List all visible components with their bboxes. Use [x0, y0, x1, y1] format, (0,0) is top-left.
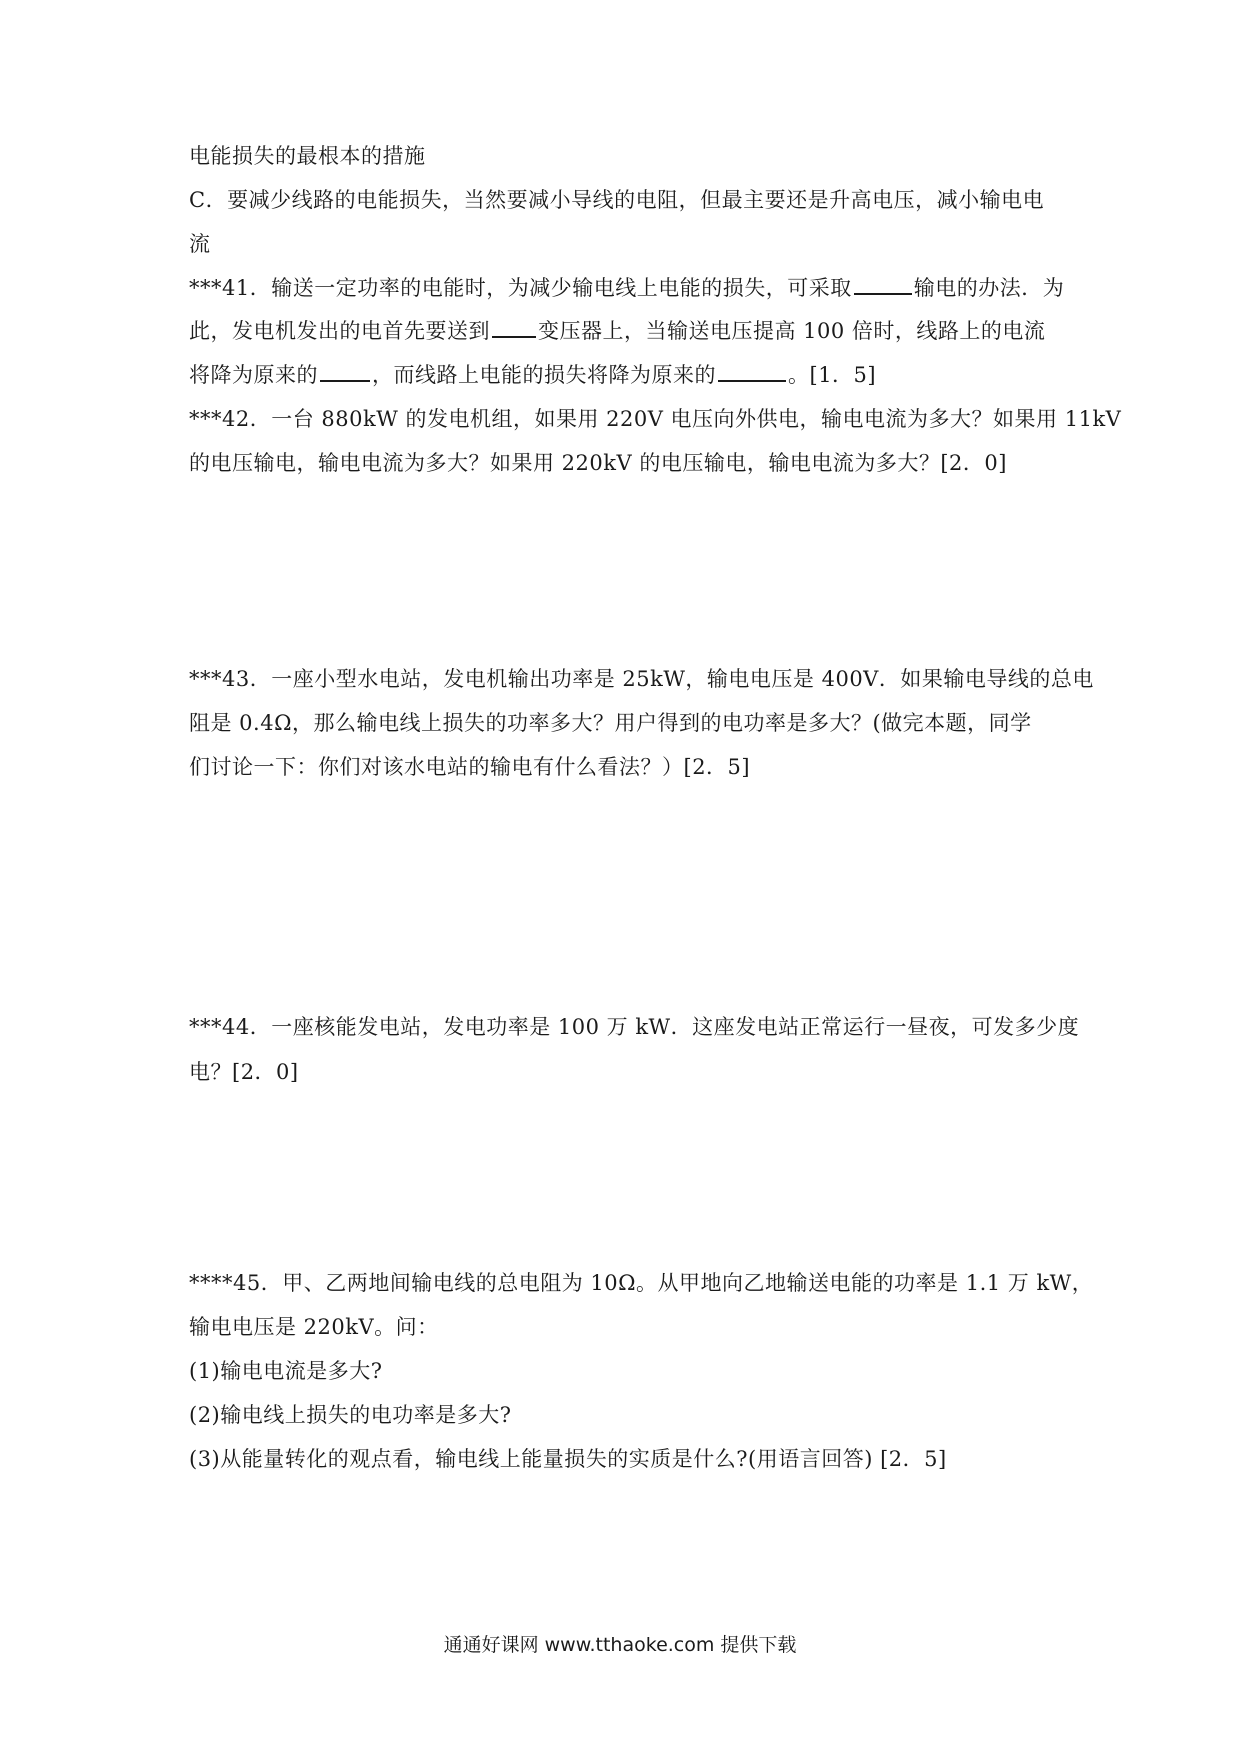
option-c: C．要减少线路的电能损失，当然要减小导线的电阻，但最主要还是升高电压，减小输电电	[189, 188, 1045, 212]
question-45-line-1: ****45．甲、乙两地间输电线的总电阻为 10Ω。从甲地向乙地输送电能的功率是 1.1 万 kW，	[189, 1271, 1094, 1295]
question-44-line-1: ***44．一座核能发电站，发电功率是 100 万 kW．这座发电站正常运行一昼夜，可发多少度	[189, 1015, 1080, 1039]
text-segment: 输电的办法．为	[913, 276, 1065, 300]
question-45-part-1: (1)输电电流是多大?	[189, 1359, 383, 1383]
text-segment: ，而线路上电能的损失将降为原来的	[372, 363, 716, 387]
question-43-line-2: 阻是 0.4Ω，那么输电线上损失的功率多大？用户得到的电功率是多大？(做完本题，同学	[189, 711, 1032, 735]
answer-blank	[320, 360, 370, 382]
question-42-line-1: ***42．一台 880kW 的发电机组，如果用 220V 电压向外供电，输电电流为多大？如果用 11kV	[189, 407, 1122, 431]
text-segment: ***41．输送一定功率的电能时，为减少输电线上电能的损失，可采取	[189, 276, 852, 300]
text-segment: 变压器上，当输送电压提高 100 倍时，线路上的电流	[538, 319, 1046, 343]
text-segment: 将降为原来的	[189, 363, 318, 387]
answer-blank	[492, 316, 536, 338]
question-41-line-1	[189, 273, 1069, 303]
question-41-line-2	[189, 316, 1069, 346]
answer-blank	[718, 360, 786, 382]
question-42-line-2: 的电压输电，输电电流为多大？如果用 220kV 的电压输电，输电电流为多大？[2．0]	[189, 451, 1007, 475]
question-45-line-2: 输电电压是 220kV。问：	[189, 1315, 439, 1339]
question-45-part-3: (3)从能量转化的观点看，输电线上能量损失的实质是什么?(用语言回答) [2．5]	[189, 1447, 947, 1471]
question-43-line-3: 们讨论一下：你们对该水电站的输电有什么看法？）[2．5]	[189, 755, 751, 779]
text-line: 电能损失的最根本的措施	[189, 144, 426, 168]
question-44-line-2: 电？[2．0]	[189, 1060, 299, 1084]
question-45-part-2: (2)输电线上损失的电功率是多大?	[189, 1403, 512, 1427]
answer-blank	[854, 273, 912, 295]
text-segment: 。[1．5]	[788, 363, 877, 387]
text-line: 流	[189, 232, 211, 256]
text-segment: 此，发电机发出的电首先要送到	[189, 319, 490, 343]
question-43-line-1: ***43．一座小型水电站，发电机输出功率是 25kW，输电电压是 400V．如果输电导线的总电	[189, 667, 1094, 691]
question-41-line-3	[189, 360, 1069, 390]
page-footer: 通通好课网 www.tthaoke.com 提供下载	[443, 1634, 797, 1656]
